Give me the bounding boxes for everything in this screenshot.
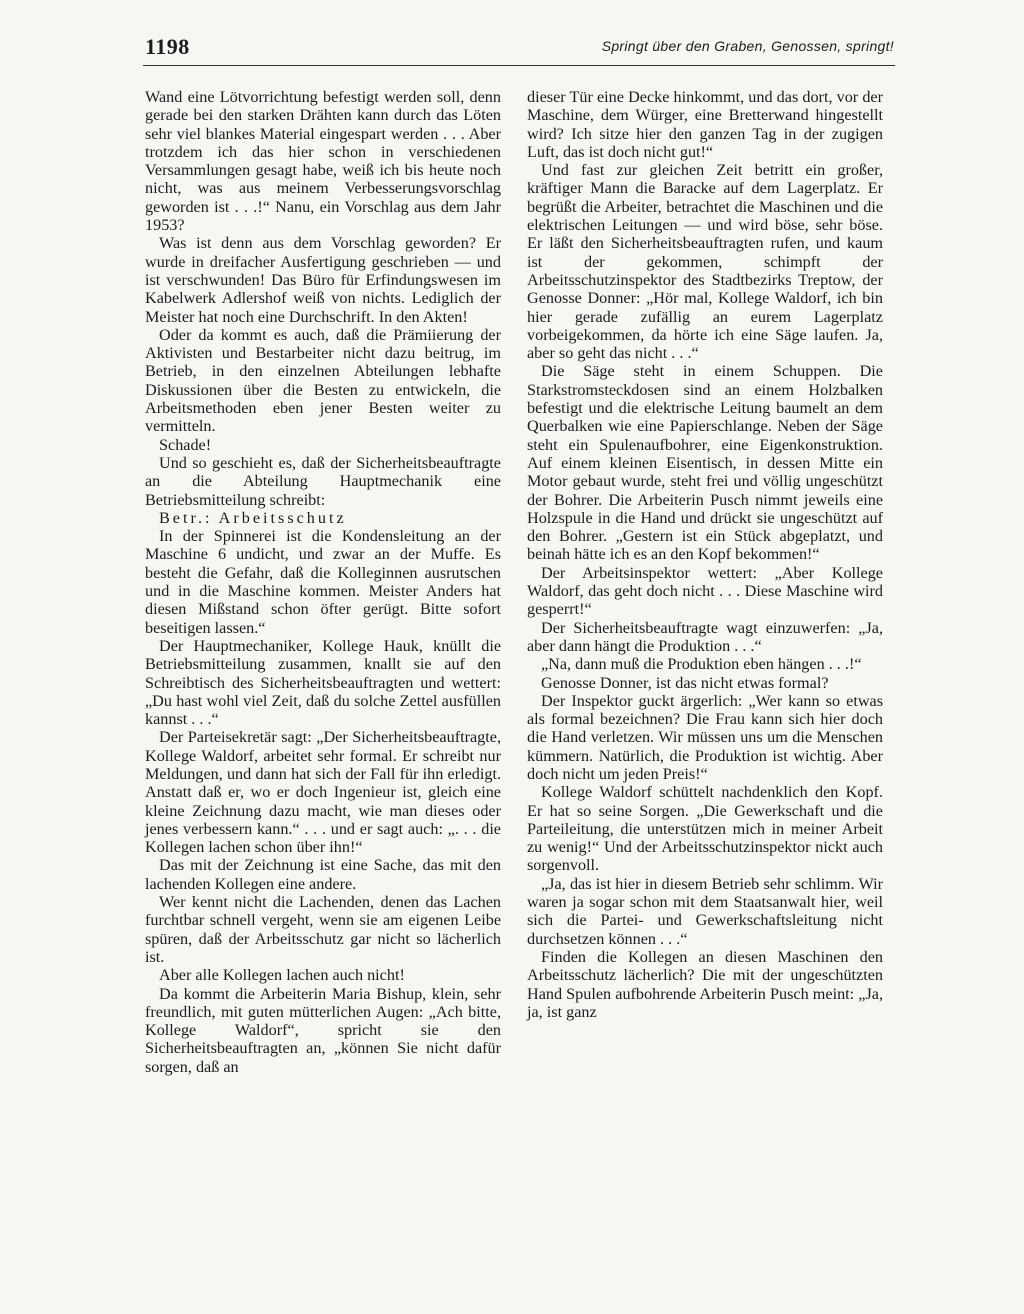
paragraph: Oder da kommt es auch, daß die Prämiierung der Aktivisten und Bestarbeiter nicht dazu beitrug, im Betrieb, in den einzelnen Abteilungen lebhafte Diskussionen über die Besten zu entwickeln, die Arbeitsmethoden eben jener Besten weiter zu vermitteln.	[145, 325, 501, 436]
paragraph: Finden die Kollegen an diesen Maschinen den Arbeitsschutz lächerlich? Die mit der ungeschützten Hand Spulen aufbohrende Arbeiterin Pusch meint: „Ja, ja, ist ganz	[527, 947, 883, 1021]
paragraph: Das mit der Zeichnung ist eine Sache, das mit den lachenden Kollegen eine andere.	[145, 856, 501, 893]
paragraph: Der Hauptmechaniker, Kollege Hauk, knüllt die Betriebsmitteilung zusammen, knallt sie auf den Schreibtisch des Sicherheitsbeauftragten und wettert: „Du hast wohl viel Zeit, daß du solche Zettel ausfüllen kannst . . .“	[145, 636, 501, 729]
memo-subject: Betr.: Arbeitsschutz	[159, 508, 347, 527]
paragraph: Die Säge steht in einem Schuppen. Die Starkstromsteckdosen sind an einem Holzbalken befestigt und die elektrische Leitung baumelt an dem Querbalken wie eine Papierschlange. Neben der Säge steht ein Spulenaufbohrer, eine Eigenkonstruktion. Auf einem kleinen Eisentisch, in dessen Mitte ein Motor gebaut wurde, steht frei und völlig ungeschützt der Bohrer. Die Arbeiterin Pusch nimmt jeweils eine Holzspule in die Hand und drückt sie ungeschützt auf den Bohrer. „Gestern ist ein Stück abgeplatzt, und beinah hätte ich es an den Kopf bekommen!“	[527, 362, 883, 564]
paragraph: Kollege Waldorf schüttelt nachdenklich den Kopf. Er hat so seine Sorgen. „Die Gewerkschaft und die Parteileitung, die unterstützen mich in meiner Arbeit zu wenig!“ Und der Arbeitsschutzinspektor nickt auch sorgenvoll.	[527, 783, 883, 875]
header-rule	[143, 65, 895, 66]
right-column	[527, 88, 883, 1021]
left-column	[145, 88, 501, 1076]
paragraph: In der Spinnerei ist die Kondensleitung an der Maschine 6 undicht, und zwar an der Muffe. Es besteht die Gefahr, daß die Kolleginnen ausrutschen und in die Maschine kommen. Meister Anders hat diesen Mißstand schon öfter gerügt. Bitte sofort beseitigen lassen.“	[145, 527, 501, 637]
paragraph: Der Sicherheitsbeauftragte wagt einzuwerfen: „Ja, aber dann hängt die Produktion . . .“	[527, 618, 883, 655]
paragraph: Aber alle Kollegen lachen auch nicht!	[159, 966, 405, 985]
paragraph: Und so geschieht es, daß der Sicherheitsbeauftragte an die Abteilung Hauptmechanik eine Betriebsmitteilung schreibt:	[145, 453, 501, 509]
paragraph: Der Inspektor guckt ärgerlich: „Wer kann so etwas als formal bezeichnen? Die Frau kann sich hier doch die Hand verletzen. Wir müssen uns um die Menschen kümmern. Natürlich, die Produktion ist wichtig. Aber doch nicht um jeden Preis!“	[527, 691, 883, 783]
paragraph: Wer kennt nicht die Lachenden, denen das Lachen furchtbar schnell vergeht, wenn sie am eigenen Leibe spüren, daß der Arbeitsschutz gar nicht so lächerlich ist.	[145, 893, 501, 966]
page-number: 1198	[145, 34, 190, 59]
running-head: Springt über den Graben, Genossen, springt!	[601, 38, 894, 54]
paragraph: Schade!	[159, 435, 212, 454]
paragraph: Wand eine Lötvorrichtung befestigt werden soll, denn gerade bei den starken Drähten kann durch das Löten sehr viel blankes Material eingespart werden . . . Aber trotzdem ich das hier schon in verschiedenen Versammlungen gesagt habe, weiß ich bis heute noch nicht, was aus meinem Verbesserungsvorschlag geworden ist . . .!“ Nanu, ein Vorschlag aus dem Jahr 1953?	[145, 88, 501, 235]
paragraph: „Ja, das ist hier in diesem Betrieb sehr schlimm. Wir waren ja sogar schon mit dem Staatsanwalt hier, weil sich die Partei- und Gewerkschaftsleitung nicht durchsetzen können . . .“	[527, 874, 883, 948]
paragraph: Der Arbeitsinspektor wettert: „Aber Kollege Waldorf, das geht doch nicht . . . Diese Maschine wird gesperrt!“	[527, 563, 883, 619]
paragraph: Der Parteisekretär sagt: „Der Sicherheitsbeauftragte, Kollege Waldorf, arbeitet sehr formal. Er schreibt nur Meldungen, und dann hat sich der Fall für ihn erledigt. Anstatt daß er, wo er doch Ingenieur ist, gleich eine kleine Zeichnung dazu macht, wie man dieses oder jenes verbessern kann.“ . . . und er sagt auch: „. . . die Kollegen lachen schon über ihn!“	[145, 728, 501, 857]
paragraph: Da kommt die Arbeiterin Maria Bishup, klein, sehr freundlich, mit guten mütterlichen Augen: „Ach bitte, Kollege Waldorf“, spricht sie den Sicherheitsbeauftragten an, „können Sie nicht dafür sorgen, daß an	[145, 984, 501, 1076]
paragraph: dieser Tür eine Decke hinkommt, und das dort, vor der Maschine, dem Würger, eine Bretterwand hingestellt wird? Ich sitze hier den ganzen Tag in der zugigen Luft, das ist doch nicht gut!“	[527, 88, 883, 161]
paragraph: Und fast zur gleichen Zeit betritt ein großer, kräftiger Mann die Baracke auf dem Lagerplatz. Er begrüßt die Arbeiter, betrachtet die Maschinen und die elektrischen Leitungen — und wird böse, sehr böse. Er läßt den Sicherheitsbeauftragten rufen, und kaum ist der gekommen, schimpft der Arbeitsschutzinspektor des Stadtbezirks Treptow, der Genosse Donner: „Hör mal, Kollege Waldorf, ich bin hier gerade zufällig an eurem Lagerplatz vorbeigekommen, da hörte ich eine Säge laufen. Ja, aber so geht das nicht . . .“	[527, 161, 883, 363]
paragraph: Genosse Donner, ist das nicht etwas formal?	[541, 673, 829, 692]
paragraph: Was ist denn aus dem Vorschlag geworden? Er wurde in dreifacher Ausfertigung geschrieben — und ist verschwunden! Das Büro für Erfindungswesen im Kabelwerk Adlershof weiß von nichts. Lediglich der Meister hat noch eine Durchschrift. In den Akten!	[145, 234, 501, 326]
paragraph: „Na, dann muß die Produktion eben hängen . . .!“	[541, 655, 862, 674]
